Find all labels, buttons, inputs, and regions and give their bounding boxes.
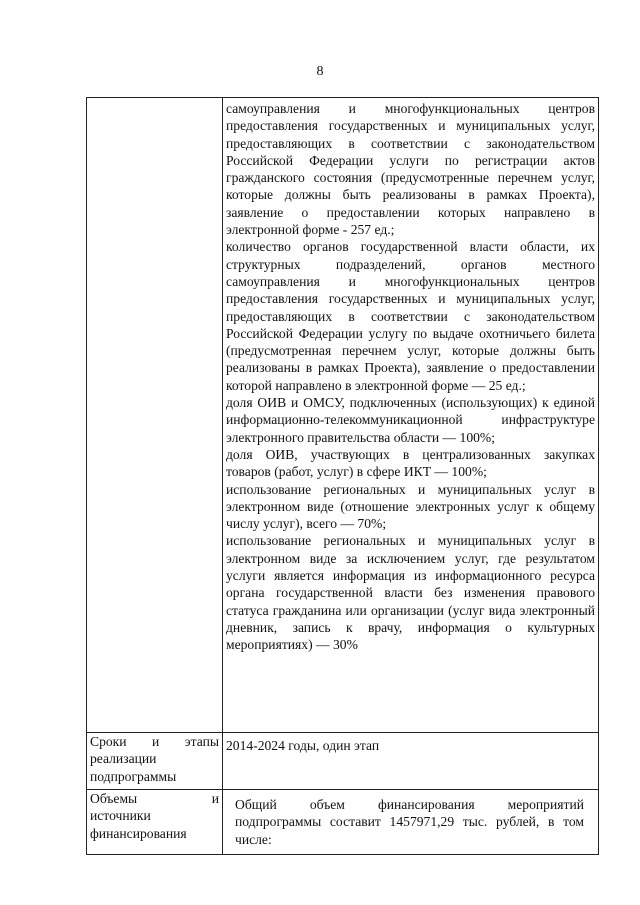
deadlines-content-cell: 2014-2024 годы, один этап	[223, 733, 599, 790]
indicator-paragraph: использование региональных и муниципальных услуг в электронном виде за исключением услуг, где результатом услуги является информация из информационного ресурса органа государственной власти без изменения правового статуса гражданина или организации (услуг вида электронный дневник, запись к врачу, информация о культурных мероприятиях) — 30%	[226, 533, 595, 653]
indicator-paragraph: доля ОИВ и ОМСУ, подключенных (использующих) к единой информационно-телекоммуникационной инфраструктуре электронного правительства области — 100%;	[226, 395, 595, 445]
deadlines-label-line: реализации	[90, 751, 157, 767]
indicator-paragraph: самоуправления и многофункциональных центров предоставления государственных и муниципальных услуг, предоставляющих в соответствии с законодательством Российской Федерации услуги по регистрации актов гражданского состояния (предусмотренные перечнем услуг, которые должны быть реализованы в рамках Проекта), заявление о предоставлении которых направлено в электронной форме - 257 ед.;	[226, 101, 595, 238]
funding-row	[87, 790, 599, 855]
funding-content-cell: Общий объем финансирования мероприятий подпрограммы составит 1457971,29 тыс. рублей, в том числе:	[223, 790, 599, 855]
page-number: 8	[316, 64, 324, 79]
funding-label-line: Объемы и	[90, 791, 219, 806]
funding-label-cell	[87, 790, 223, 855]
deadlines-label-line: подпрограммы	[90, 768, 177, 784]
indicators-content-cell	[223, 98, 599, 733]
indicator-paragraph: количество органов государственной власти области, их структурных подразделений, органов местного самоуправления и многофункциональных центров предоставления государственных и муниципальных услуг, предоставляющих в соответствии с законодательством Российской Федерации услугу по выдаче охотничьего билета (предусмотренная перечнем услуг, которые должны быть реализованы в рамках Проекта), заявление о предоставлении которой направлено в электронной форме — 25 ед.;	[226, 239, 595, 393]
indicators-label-cell	[87, 98, 223, 733]
indicator-paragraph: доля ОИВ, участвующих в централизованных закупках товаров (работ, услуг) в сфере ИКТ — 100%;	[226, 446, 595, 480]
deadlines-label-cell	[87, 733, 223, 790]
funding-label-line: источники	[90, 808, 151, 824]
indicator-paragraph: использование региональных и муниципальных услуг в электронном виде (отношение электронных услуг к общему числу услуг), всего — 70%;	[226, 481, 595, 532]
funding-label-line: финансирования	[90, 825, 187, 841]
indicators-row	[87, 98, 599, 733]
passport-table	[86, 97, 599, 855]
deadlines-row	[87, 733, 599, 790]
deadlines-label-line: Сроки и этапы	[90, 734, 219, 749]
